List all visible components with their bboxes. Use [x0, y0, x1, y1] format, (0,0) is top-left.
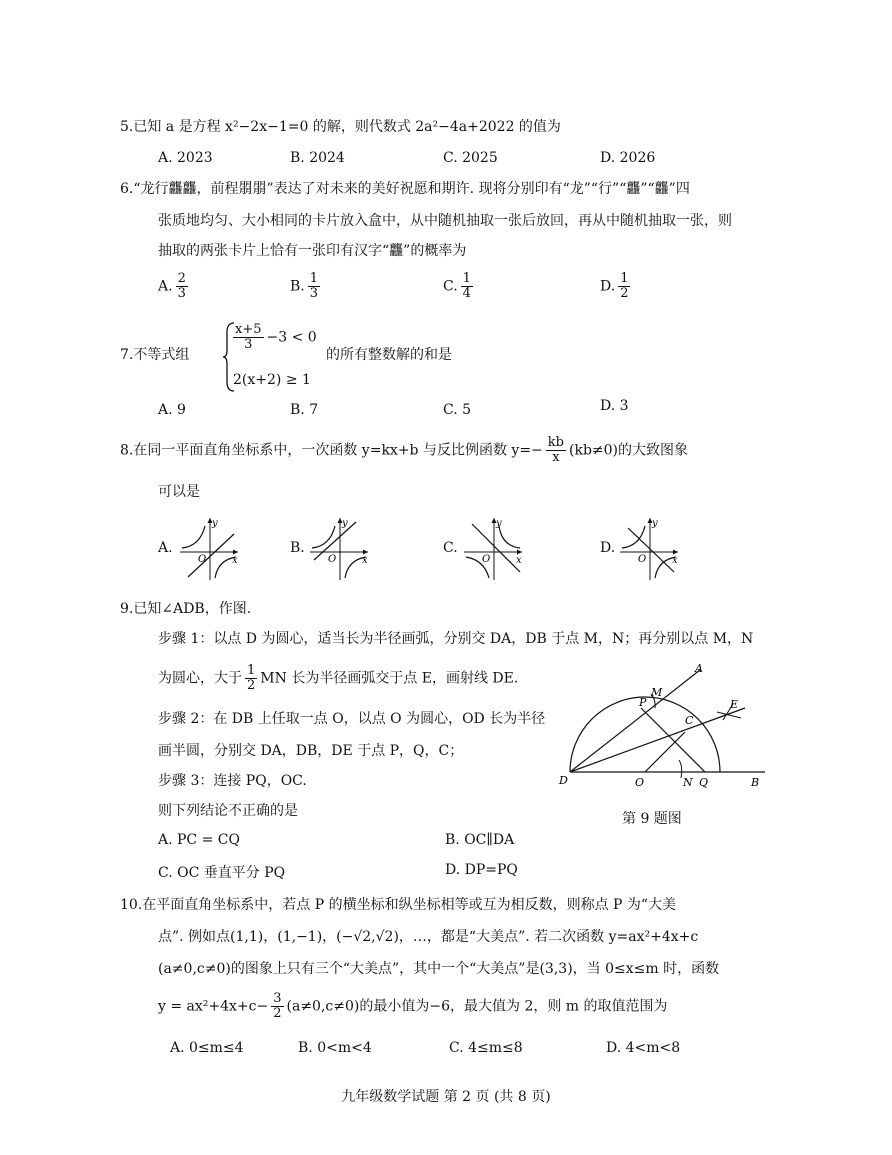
q7-prefix: 7.不等式组: [120, 347, 190, 363]
q6-option-d: D. $\frac{1}{2}$: [600, 271, 629, 301]
q8-b-origin: O: [328, 554, 337, 565]
q5-stem: 5.已知 a 是方程 x²−2x−1=0 的解，则代数式 2a²−4a+2022 的值为: [120, 119, 561, 135]
q7-option-b: B. 7: [290, 402, 319, 418]
q9-option-b: B. OC∥DA: [445, 832, 515, 848]
q8-c-origin: O: [482, 554, 491, 565]
q6-option-c: C. $\frac{1}{4}$: [443, 271, 471, 301]
q10-option-d: D. 4<m<8: [606, 1040, 681, 1056]
q8-a-y-label: y: [212, 518, 218, 529]
q10-option-b: B. 0<m<4: [298, 1040, 372, 1056]
q8-graph-b: [306, 512, 376, 582]
q8-option-b-label: B.: [290, 540, 305, 556]
q10-option-c: C. 4≤m≤8: [449, 1040, 523, 1056]
q7-option-d: D. 3: [600, 398, 629, 414]
q9-figure: [555, 660, 775, 790]
q8-stem: 8.在同一平面直角坐标系中，一次函数 y=kx+b 与反比例函数 y=− $\frac{kb}{x}$ (kb≠0)的大致图象: [120, 435, 689, 465]
q5-option-c: C. 2025: [443, 150, 498, 166]
q10-line4: y = ax²+4x+c− $\frac{3}{2}$ (a≠0,c≠0)的最小值为−6，最大值为 2，则 m 的取值范围为: [158, 991, 668, 1021]
q10-line3: (a≠0,c≠0)的图象上只有三个“大美点”，其中一个“大美点”是(3,3)，当 0≤x≤m 时，函数: [158, 961, 720, 977]
q7-option-a: A. 9: [158, 402, 186, 418]
q9-step2b: 画半圆，分别交 DA，DB，DE 于点 P，Q，C；: [158, 743, 464, 759]
q9-point-m: M: [651, 686, 663, 699]
q9-option-a: A. PC = CQ: [158, 832, 240, 848]
q9-step1a: 步骤 1：以点 D 为圆心，适当长为半径画弧，分别交 DA，DB 于点 M，N；再分别以点 M，N: [158, 631, 754, 647]
q8-option-a-label: A.: [158, 540, 173, 556]
q6-line2: 张质地均匀、大小相同的卡片放入盒中，从中随机抽取一张后放回，再从中随机抽取一张，则: [158, 213, 732, 229]
q8-option-c-label: C.: [443, 540, 458, 556]
q5-option-a: A. 2023: [158, 150, 213, 166]
q7-suffix: 的所有整数解的和是: [326, 347, 452, 363]
q7-ineq2: 2(x+2) ≥ 1: [233, 372, 311, 388]
page-footer: 九年级数学试题 第 2 页 (共 8 页): [341, 1089, 551, 1105]
q9-point-c: C: [685, 714, 694, 727]
q8-graph-c: [460, 512, 530, 582]
q7-ineq1: $\frac{x+5}{3}$ −3 < 0: [235, 322, 317, 352]
q10-line1: 10.在平面直角坐标系中，若点 P 的横坐标和纵坐标相等或互为相反数，则称点 P 为“大美: [120, 897, 677, 913]
q5-option-b: B. 2024: [290, 150, 345, 166]
q8-line2: 可以是: [158, 484, 200, 500]
q6-line1: 6.“龙行龘龘，前程朤朤”表达了对未来的美好祝愿和期许. 现将分别印有“龙”“行”“龘”“龘”四: [120, 181, 690, 197]
q8-a-origin: O: [198, 554, 207, 565]
q9-option-c: C. OC 垂直平分 PQ: [158, 865, 286, 881]
q9-point-o: O: [635, 776, 645, 789]
q9-point-b: B: [751, 776, 760, 789]
q8-a-x-label: x: [232, 555, 238, 566]
q9-stem: 9.已知∠ADB，作图.: [120, 601, 252, 617]
q9-step1b: 为圆心，大于 $\frac{1}{2}$ MN 长为半径画弧交于点 E，画射线 DE.: [158, 663, 519, 693]
q8-c-x-label: x: [516, 555, 522, 566]
q8-option-d-label: D.: [600, 540, 616, 556]
q9-point-e: E: [730, 698, 739, 711]
q8-d-y-label: y: [652, 518, 658, 529]
q9-point-d: D: [559, 774, 568, 787]
q8-graph-a: [176, 512, 246, 582]
q9-figure-caption: 第 9 题图: [622, 811, 682, 827]
q8-b-x-label: x: [362, 555, 368, 566]
q8-d-x-label: x: [672, 555, 678, 566]
q8-graph-d: [616, 512, 686, 582]
q9-point-n: N: [683, 776, 693, 789]
q5-option-d: D. 2026: [600, 150, 656, 166]
q9-option-d: D. DP=PQ: [445, 862, 518, 878]
q9-point-p: P: [639, 696, 647, 709]
q9-step3: 步骤 3：连接 PQ，OC.: [158, 773, 307, 789]
q10-option-a: A. 0≤m≤4: [170, 1040, 244, 1056]
q7-option-c: C. 5: [443, 402, 472, 418]
q9-point-a: A: [695, 662, 703, 675]
q10-line2: 点”. 例如点(1,1)，(1,−1)，(−√2,√2)，…，都是“大美点”. 若二次函数 y=ax²+4x+c: [158, 929, 699, 945]
q6-option-a: A. $\frac{2}{3}$: [158, 271, 186, 301]
q9-point-q: Q: [699, 776, 709, 789]
q9-step2a: 步骤 2：在 DB 上任取一点 O，以点 O 为圆心，OD 长为半径: [158, 711, 546, 727]
q6-option-b: B. $\frac{1}{3}$: [290, 271, 319, 301]
q8-b-y-label: y: [342, 518, 348, 529]
q8-d-origin: O: [638, 554, 647, 565]
q6-line3: 抽取的两张卡片上恰有一张印有汉字“龘”的概率为: [158, 243, 467, 259]
q9-ask: 则下列结论不正确的是: [158, 803, 298, 819]
q8-c-y-label: y: [496, 518, 502, 529]
